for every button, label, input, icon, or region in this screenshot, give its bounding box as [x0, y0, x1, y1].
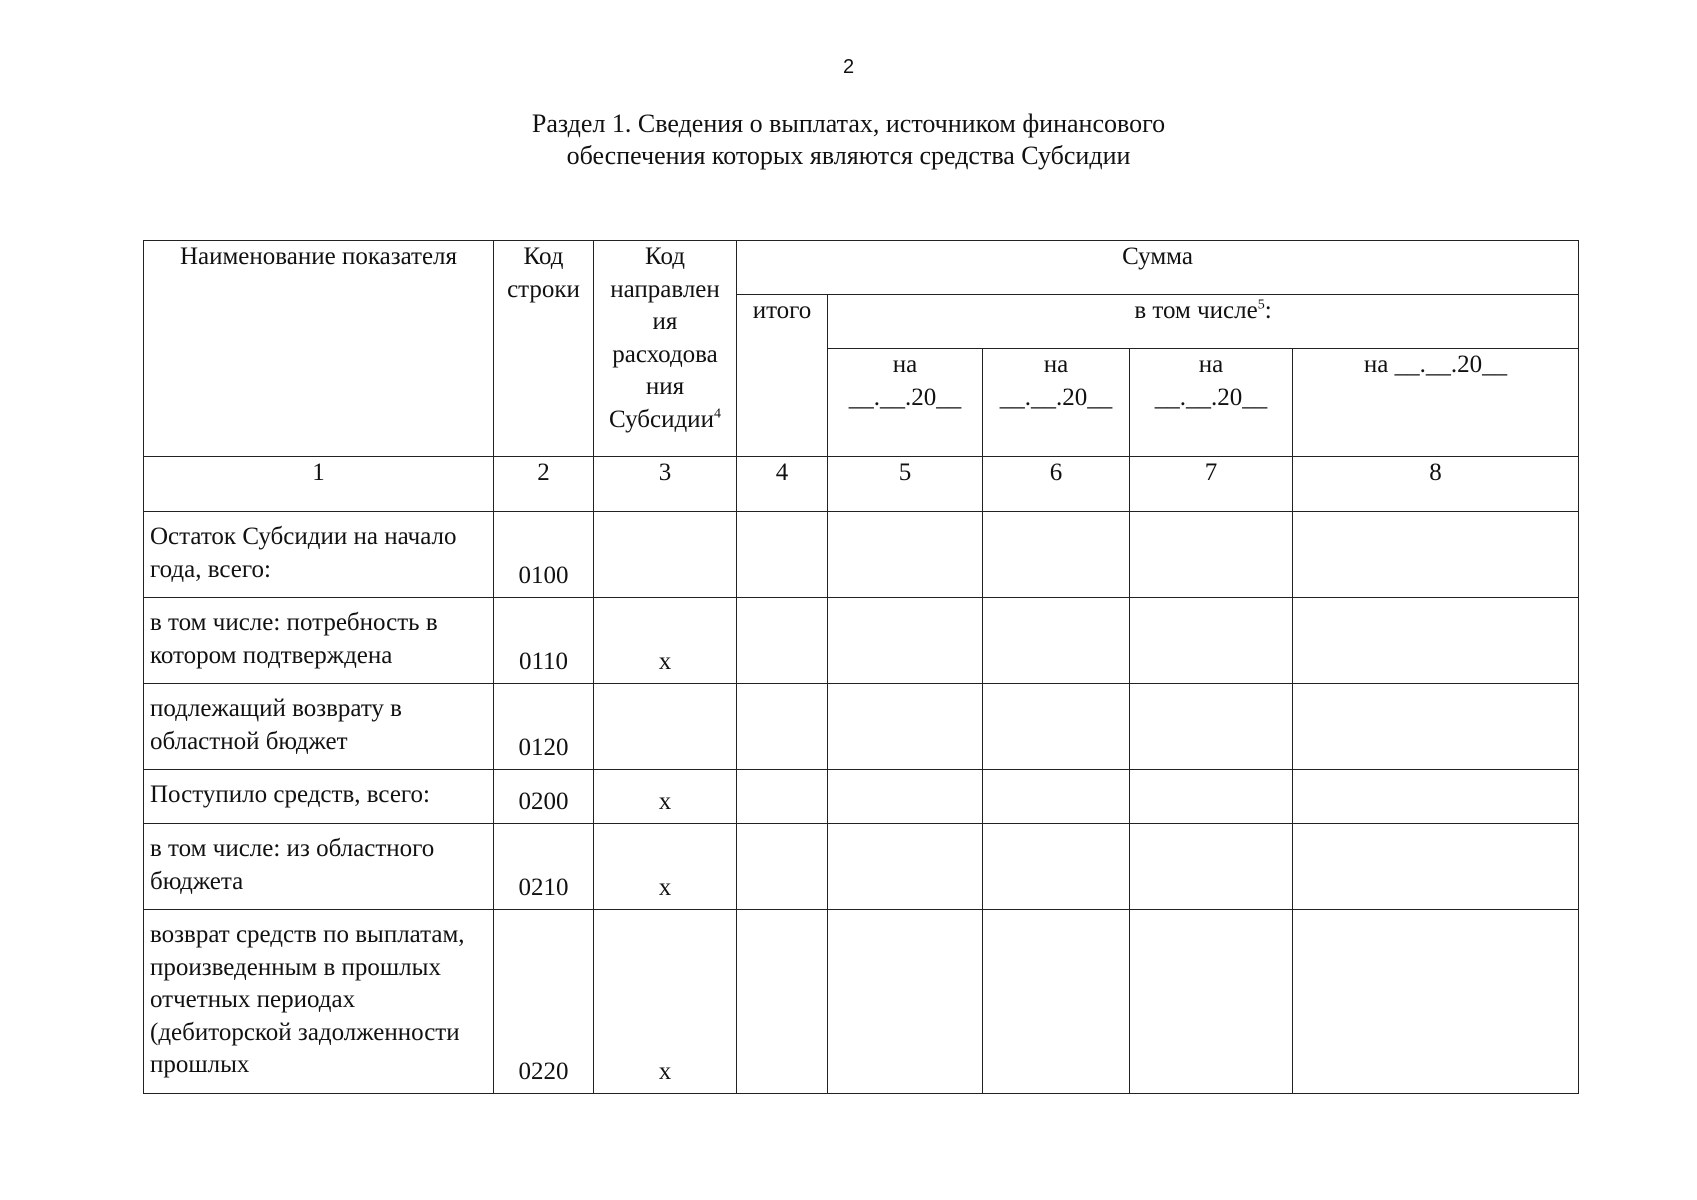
row-total-cell [737, 512, 828, 598]
row-direction-code: x [594, 598, 737, 684]
header-line-code [494, 241, 594, 457]
row-date-cell [983, 910, 1130, 1094]
header-direction-line-5: ния [645, 373, 685, 400]
row-indicator-name: в том числе: потребность в котором подтверждена [144, 598, 494, 684]
header-sum: Сумма [737, 241, 1579, 295]
header-direction-subsidy: Субсидии [609, 405, 714, 433]
header-including-colon: : [1264, 297, 1272, 324]
header-direction-line-3: ия [652, 308, 678, 335]
header-line-code-line: строки [507, 275, 580, 303]
table-row [144, 684, 1579, 770]
row-line-code: 0120 [494, 684, 594, 770]
row-total-cell [737, 598, 828, 684]
row-date-cell [1130, 598, 1293, 684]
row-total-cell [737, 684, 828, 770]
header-total: итого [737, 295, 828, 457]
row-line-code: 0210 [494, 824, 594, 910]
header-date-col8: на __.__.20__ [1293, 349, 1579, 457]
row-date-cell [983, 512, 1130, 598]
row-line-code: 0100 [494, 512, 594, 598]
row-date-cell [828, 512, 983, 598]
column-number: 1 [144, 457, 494, 512]
column-number: 3 [594, 457, 737, 512]
header-date-col7-na: на [1198, 351, 1224, 378]
row-indicator-name: в том числе: из областного бюджета [144, 824, 494, 910]
column-number: 4 [737, 457, 828, 512]
row-date-cell [828, 824, 983, 910]
row-direction-code: x [594, 910, 737, 1094]
row-direction-code: x [594, 824, 737, 910]
header-date-col6-blank: __.__.20__ [999, 383, 1113, 411]
row-direction-code [594, 684, 737, 770]
header-line-code-word: Код [523, 243, 564, 270]
header-date-col5 [828, 349, 983, 457]
row-date-cell [983, 598, 1130, 684]
row-date-cell [828, 598, 983, 684]
table-row [144, 598, 1579, 684]
header-including [828, 295, 1579, 349]
section-title-line-2: обеспечения которых являются средства Субсидии [566, 141, 1131, 170]
row-line-code: 0220 [494, 910, 594, 1094]
header-direction-line-4: расходова [612, 340, 718, 368]
row-date-cell [1293, 512, 1579, 598]
row-date-cell [828, 684, 983, 770]
header-direction-line-6 [600, 404, 730, 437]
payments-table [143, 240, 1579, 1094]
footnote-5-marker: 5 [1257, 297, 1265, 313]
row-total-cell [737, 824, 828, 910]
page-number: 2 [842, 56, 855, 78]
header-direction-code [594, 241, 737, 457]
row-date-cell [828, 910, 983, 1094]
header-date-col7 [1130, 349, 1293, 457]
row-indicator-name: Остаток Субсидии на начало года, всего: [144, 512, 494, 598]
column-number: 8 [1293, 457, 1579, 512]
column-number: 7 [1130, 457, 1293, 512]
header-indicator-name: Наименование показателя [144, 241, 494, 457]
section-title-line-1: Раздел 1. Сведения о выплатах, источником финансового [531, 109, 1166, 138]
row-date-cell [1293, 910, 1579, 1094]
row-total-cell [737, 910, 828, 1094]
row-line-code: 0110 [494, 598, 594, 684]
column-number: 6 [983, 457, 1130, 512]
row-date-cell [1130, 770, 1293, 824]
row-date-cell [1293, 684, 1579, 770]
table-row [144, 910, 1579, 1094]
column-number: 2 [494, 457, 594, 512]
header-date-col5-na: на [892, 351, 918, 378]
row-direction-code [594, 512, 737, 598]
header-direction-line-1: Код [645, 243, 685, 270]
footnote-4-marker: 4 [713, 406, 721, 422]
row-date-cell [1130, 824, 1293, 910]
table-row [144, 512, 1579, 598]
row-date-cell [1130, 910, 1293, 1094]
row-date-cell [1130, 684, 1293, 770]
row-direction-code: x [594, 770, 737, 824]
row-line-code: 0200 [494, 770, 594, 824]
column-number: 5 [828, 457, 983, 512]
table-row [144, 824, 1579, 910]
row-date-cell [983, 770, 1130, 824]
row-indicator-name: подлежащий возврату в областной бюджет [144, 684, 494, 770]
row-date-cell [983, 824, 1130, 910]
row-date-cell [983, 684, 1130, 770]
row-indicator-name: возврат средств по выплатам, произведенным в прошлых отчетных периодах (дебиторской задолженности прошлых [144, 910, 494, 1094]
row-date-cell [828, 770, 983, 824]
row-date-cell [1293, 824, 1579, 910]
row-indicator-name: Поступило средств, всего: [144, 770, 494, 824]
header-date-col7-blank: __.__.20__ [1154, 383, 1268, 411]
header-date-col6-na: на [1043, 351, 1069, 378]
row-date-cell [1130, 512, 1293, 598]
row-date-cell [1293, 598, 1579, 684]
header-direction-line-2: направлен [610, 275, 720, 303]
header-date-col5-blank: __.__.20__ [848, 383, 962, 411]
table-row [144, 770, 1579, 824]
header-date-col6 [983, 349, 1130, 457]
header-including-text: в том числе [1134, 297, 1258, 324]
row-total-cell [737, 770, 828, 824]
section-title [0, 108, 1697, 172]
row-date-cell [1293, 770, 1579, 824]
